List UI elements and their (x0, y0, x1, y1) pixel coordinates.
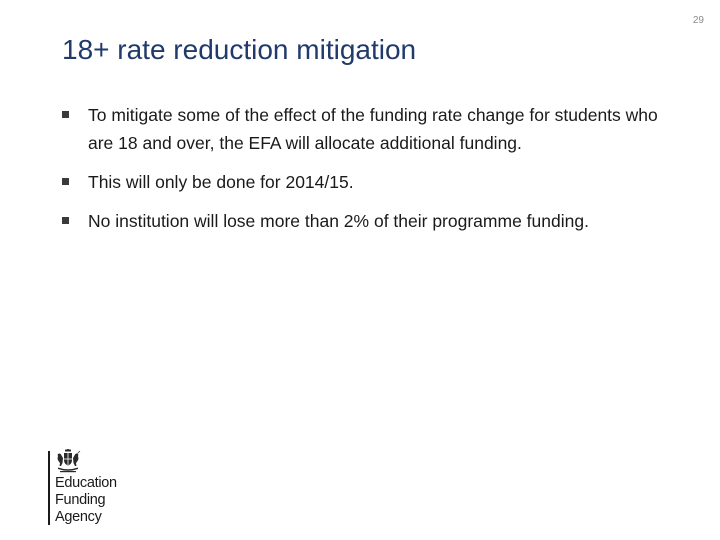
square-bullet-icon (62, 178, 69, 185)
logo-line: Education (55, 475, 117, 491)
bullet-item (62, 168, 682, 196)
bullet-list (62, 101, 682, 246)
logo-line: Funding (55, 492, 106, 508)
bullet-text: To mitigate some of the effect of the funding rate change for students who are 18 and over, the EFA will allocate additional funding. (88, 105, 658, 153)
logo-line: Agency (55, 509, 102, 525)
bullet-text: No institution will lose more than 2% of their programme funding. (88, 211, 589, 231)
royal-coat-of-arms-icon (54, 449, 82, 475)
logo-divider (48, 451, 50, 525)
square-bullet-icon (62, 217, 69, 224)
bullet-item (62, 207, 682, 235)
efa-logo (48, 449, 148, 525)
slide-title: 18+ rate reduction mitigation (62, 34, 417, 65)
page-number: 29 (692, 15, 704, 26)
bullet-item (62, 101, 682, 157)
square-bullet-icon (62, 111, 69, 118)
bullet-text: This will only be done for 2014/15. (88, 172, 354, 192)
logo-wordmark (55, 475, 117, 526)
